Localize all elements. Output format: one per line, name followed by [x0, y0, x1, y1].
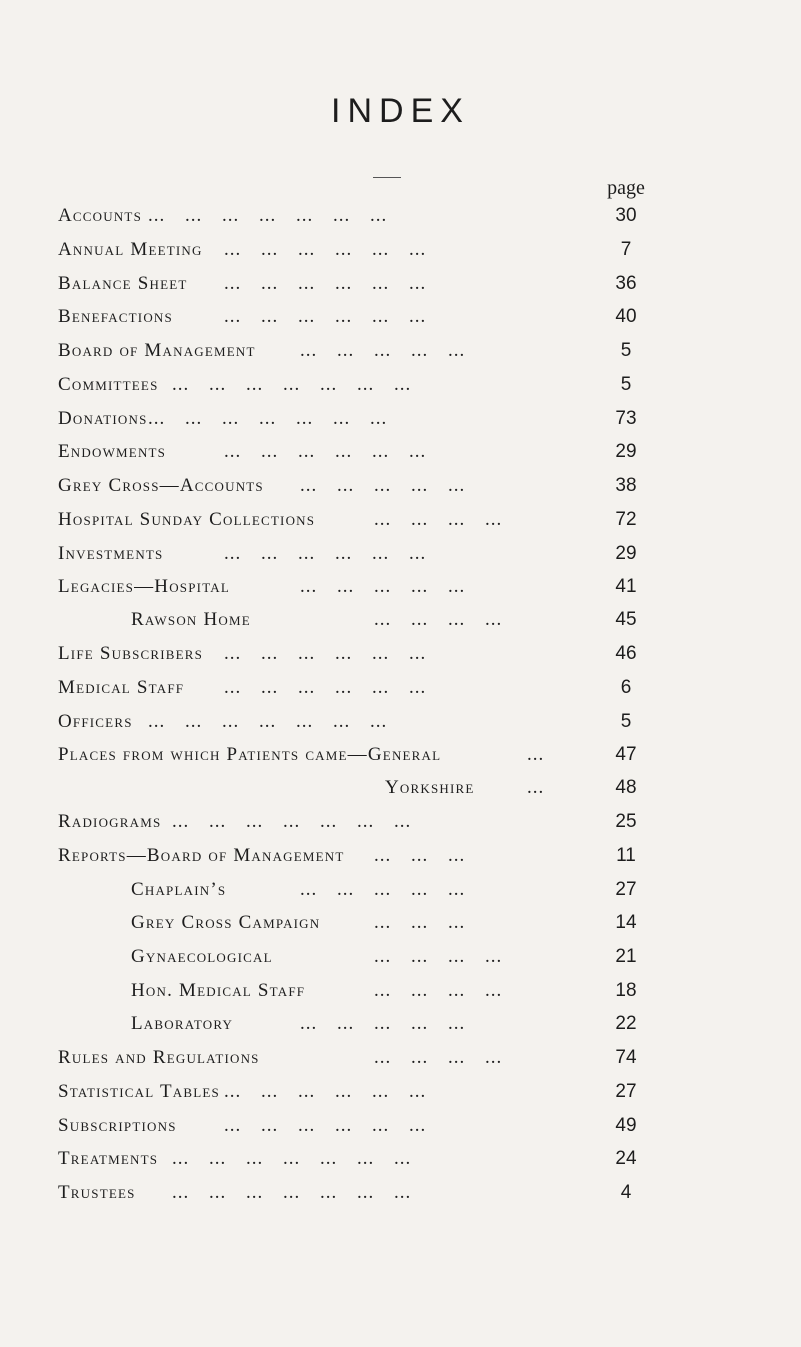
- index-entry-endowments[interactable]: [0, 441, 801, 471]
- leader-dots: ... ... ... ... ... ...: [224, 677, 427, 698]
- index-entry-officers[interactable]: [0, 711, 801, 741]
- leader-dots: ... ... ... ... ... ... ...: [172, 1182, 412, 1203]
- leader-dots: ... ... ... ... ... ...: [224, 543, 427, 564]
- entry-label: Hospital Sunday Collections: [58, 509, 316, 530]
- index-entry-committees[interactable]: [0, 374, 801, 404]
- entry-page: 73: [615, 408, 637, 429]
- leader-dots: ...: [527, 777, 545, 798]
- entry-label: Balance Sheet: [58, 273, 188, 294]
- index-entry-reports-laboratory[interactable]: [0, 1013, 801, 1043]
- entry-label: Gynaecological: [131, 946, 273, 967]
- entry-label: Legacies—Hospital: [58, 576, 231, 597]
- entry-page: 47: [615, 744, 637, 765]
- index-entry-medical-staff[interactable]: [0, 677, 801, 707]
- index-entry-reports-chaplains[interactable]: [0, 879, 801, 909]
- entry-label: Statistical Tables: [58, 1081, 220, 1102]
- entry-label: Trustees: [58, 1182, 136, 1203]
- entry-page: 74: [615, 1047, 637, 1068]
- index-entry-reports-hon-medical-staff[interactable]: [0, 980, 801, 1010]
- leader-dots: ... ... ... ... ...: [300, 1013, 466, 1034]
- entry-label: Medical Staff: [58, 677, 185, 698]
- entry-label: Board of Management: [58, 340, 256, 361]
- entry-label: Annual Meeting: [58, 239, 203, 260]
- entry-label: Treatments: [58, 1148, 159, 1169]
- entry-page: 24: [615, 1148, 637, 1169]
- entry-label: Radiograms: [58, 811, 162, 832]
- leader-dots: ... ... ... ... ...: [300, 879, 466, 900]
- leader-dots: ... ... ... ... ... ...: [224, 643, 427, 664]
- index-entry-reports-grey-cross-campaign[interactable]: [0, 912, 801, 942]
- index-entry-legacies-hospital[interactable]: [0, 576, 801, 606]
- entry-page: 27: [615, 1081, 637, 1102]
- entry-label: Rawson Home: [131, 609, 251, 630]
- entry-page: 7: [620, 239, 632, 260]
- entry-page: 27: [615, 879, 637, 900]
- entry-label: Yorkshire: [385, 777, 475, 798]
- leader-dots: ...: [527, 744, 545, 765]
- leader-dots: ... ... ... ...: [374, 509, 503, 530]
- leader-dots: ... ... ... ... ... ... ...: [172, 811, 412, 832]
- entry-page: 25: [615, 811, 637, 832]
- page-column-heading: page: [607, 177, 645, 199]
- index-entry-rules-and-regulations[interactable]: [0, 1047, 801, 1077]
- entry-page: 4: [620, 1182, 632, 1203]
- entry-page: 22: [615, 1013, 637, 1034]
- title-rule: [373, 177, 401, 178]
- entry-page: 41: [615, 576, 637, 597]
- entry-page: 29: [615, 543, 637, 564]
- index-entry-reports-gynaecological[interactable]: [0, 946, 801, 976]
- entry-label: Donations: [58, 408, 148, 429]
- entry-label: Life Subscribers: [58, 643, 204, 664]
- entry-label: Hon. Medical Staff: [131, 980, 306, 1001]
- entry-page: 48: [615, 777, 637, 798]
- leader-dots: ... ... ... ... ... ... ...: [172, 1148, 412, 1169]
- entry-page: 14: [615, 912, 637, 933]
- leader-dots: ... ... ... ...: [374, 609, 503, 630]
- entry-page: 36: [615, 273, 637, 294]
- entry-page: 6: [620, 677, 632, 698]
- index-entry-annual-meeting[interactable]: [0, 239, 801, 269]
- leader-dots: ... ... ... ... ... ...: [224, 306, 427, 327]
- entry-page: 46: [615, 643, 637, 664]
- page-title: INDEX: [331, 92, 470, 130]
- entry-page: 49: [615, 1115, 637, 1136]
- leader-dots: ... ... ... ... ... ...: [224, 1081, 427, 1102]
- entry-label: Places from which Patients came—General: [58, 744, 442, 765]
- entry-label: Rules and Regulations: [58, 1047, 260, 1068]
- index-entry-life-subscribers[interactable]: [0, 643, 801, 673]
- entry-page: 45: [615, 609, 637, 630]
- entry-page: 38: [615, 475, 637, 496]
- entry-page: 72: [615, 509, 637, 530]
- leader-dots: ... ... ... ...: [374, 946, 503, 967]
- entry-label: Grey Cross—Accounts: [58, 475, 264, 496]
- index-entry-hospital-sunday-collections[interactable]: [0, 509, 801, 539]
- entry-label: Grey Cross Campaign: [131, 912, 321, 933]
- index-entry-benefactions[interactable]: [0, 306, 801, 336]
- leader-dots: ... ... ... ... ...: [300, 576, 466, 597]
- entry-label: Endowments: [58, 441, 167, 462]
- entry-page: 18: [615, 980, 637, 1001]
- leader-dots: ... ... ... ... ...: [300, 475, 466, 496]
- leader-dots: ... ... ... ... ... ... ...: [148, 711, 388, 732]
- index-entry-donations[interactable]: [0, 408, 801, 438]
- leader-dots: ... ... ... ... ... ... ...: [148, 205, 388, 226]
- leader-dots: ... ... ... ... ... ...: [224, 441, 427, 462]
- leader-dots: ... ... ... ... ...: [300, 340, 466, 361]
- entry-label: Laboratory: [131, 1013, 234, 1034]
- entry-page: 5: [620, 340, 632, 361]
- index-entry-statistical-tables[interactable]: [0, 1081, 801, 1111]
- index-entry-places-yorkshire[interactable]: [0, 777, 801, 807]
- index-entry-legacies-rawson-home[interactable]: [0, 609, 801, 639]
- entry-label: Committees: [58, 374, 159, 395]
- entry-page: 5: [620, 374, 632, 395]
- index-entry-subscriptions[interactable]: [0, 1115, 801, 1145]
- index-entry-radiograms[interactable]: [0, 811, 801, 841]
- index-entry-accounts[interactable]: [0, 205, 801, 235]
- index-entry-grey-cross-accounts[interactable]: [0, 475, 801, 505]
- index-entry-reports-board-of-management[interactable]: [0, 845, 801, 875]
- index-entry-places-general[interactable]: [0, 744, 801, 774]
- entry-page: 11: [616, 845, 636, 866]
- entry-label: Subscriptions: [58, 1115, 177, 1136]
- index-entry-board-of-management[interactable]: [0, 340, 801, 370]
- leader-dots: ... ... ... ... ... ...: [224, 239, 427, 260]
- leader-dots: ... ... ... ... ... ...: [224, 1115, 427, 1136]
- leader-dots: ... ... ... ...: [374, 980, 503, 1001]
- entry-label: Benefactions: [58, 306, 173, 327]
- leader-dots: ... ... ... ...: [374, 1047, 503, 1068]
- index-entry-balance-sheet[interactable]: [0, 273, 801, 303]
- entry-label: Reports—Board of Management: [58, 845, 345, 866]
- entry-label: Accounts: [58, 205, 142, 226]
- entry-page: 40: [615, 306, 637, 327]
- index-entry-treatments[interactable]: [0, 1148, 801, 1178]
- leader-dots: ... ... ... ... ... ... ...: [148, 408, 388, 429]
- entry-label: Chaplain’s: [131, 879, 227, 900]
- leader-dots: ... ... ... ... ... ... ...: [172, 374, 412, 395]
- index-entry-investments[interactable]: [0, 543, 801, 573]
- leader-dots: ... ... ...: [374, 845, 466, 866]
- entry-page: 21: [615, 946, 637, 967]
- entry-page: 5: [620, 711, 632, 732]
- entry-label: Officers: [58, 711, 133, 732]
- entry-page: 30: [615, 205, 637, 226]
- leader-dots: ... ... ... ... ... ...: [224, 273, 427, 294]
- index-entry-trustees[interactable]: [0, 1182, 801, 1212]
- leader-dots: ... ... ...: [374, 912, 466, 933]
- entry-label: Investments: [58, 543, 164, 564]
- entry-page: 29: [615, 441, 637, 462]
